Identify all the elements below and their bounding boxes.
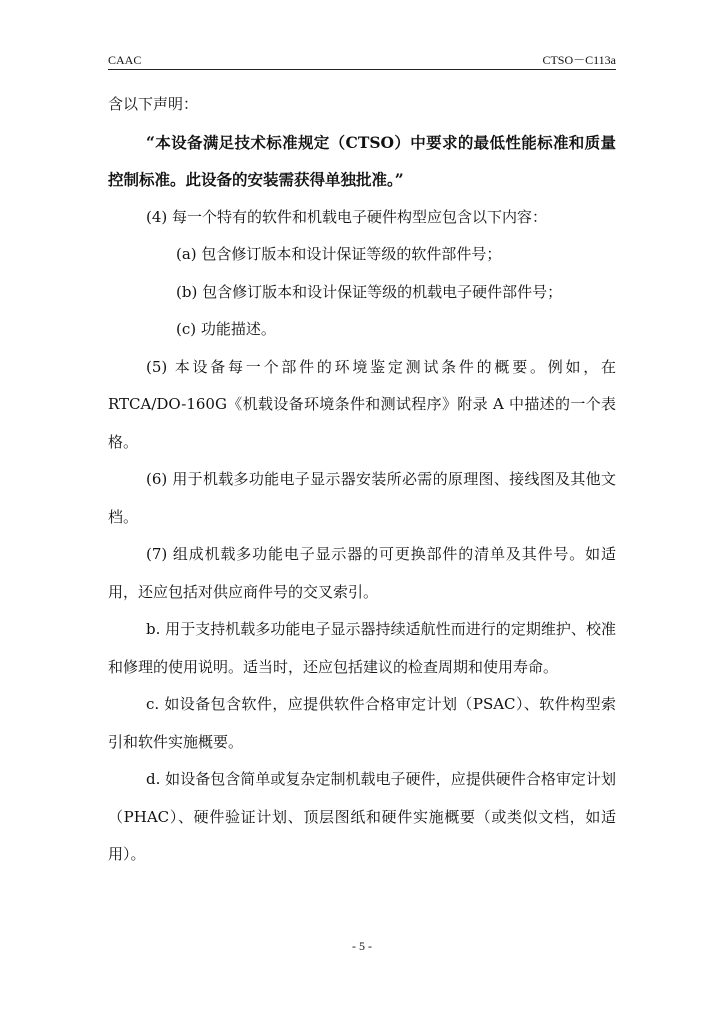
page-header [108,52,616,68]
paragraph-item-4b: (b) 包含修订版本和设计保证等级的机载电子硬件部件号； [176,282,563,301]
header-org: CAAC [108,53,142,67]
paragraph-item-6: (6) 用于机载多功能电子显示器安装所必需的原理图、接线图及其他文档。 [108,470,616,526]
paragraph-item-4a: (a) 包含修订版本和设计保证等级的软件部件号； [176,245,502,263]
paragraph-item-4c: (c) 功能描述。 [176,320,276,338]
header-doc-id: CTSO－C113a [542,53,616,67]
page-number: - 5 - [352,939,372,953]
paragraph-statement-intro: 含以下声明： [108,95,199,113]
paragraph-item-7: (7) 组成机载多功能电子显示器的可更换部件的清单及其件号。如适用，还应包括对供应商件号的交叉索引。 [108,545,616,601]
document-body [108,86,616,874]
paragraph-item-4: (4) 每一个特有的软件和机载电子硬件构型应包含以下内容： [146,207,548,226]
paragraph-item-c: c. 如设备包含软件，应提供软件合格审定计划（PSAC）、软件构型索引和软件实施概要。 [108,695,616,751]
paragraph-item-5: (5) 本设备每一个部件的环境鉴定测试条件的概要。例如，在RTCA/DO-160G《机载设备环境条件和测试程序》附录 A 中描述的一个表格。 [108,357,616,451]
paragraph-item-b: b. 用于支持机载多功能电子显示器持续适航性而进行的定期维护、校准和修理的使用说明。适当时，还应包括建议的检查周期和使用寿命。 [108,620,616,676]
header-divider [108,69,616,70]
paragraph-item-d: d. 如设备包含简单或复杂定制机载电子硬件，应提供硬件合格审定计划（PHAC）、硬件验证计划、顶层图纸和硬件实施概要（或类似文档，如适用）。 [108,770,616,863]
paragraph-ctso-statement: “本设备满足技术标准规定（CTSO）中要求的最低性能标准和质量控制标准。此设备的安装需获得单独批准。” [108,132,616,189]
